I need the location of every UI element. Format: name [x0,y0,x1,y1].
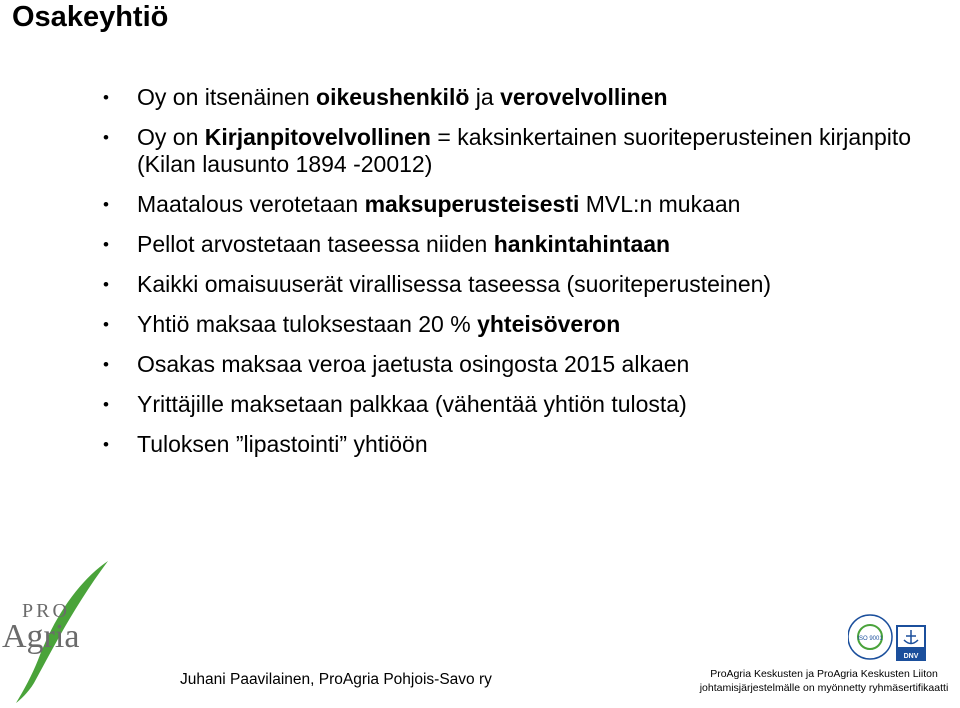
footer-certification-note [693,667,955,695]
seal-standard-text: ISO 9001 [857,636,883,642]
footer-org-line1: ProAgria Keskusten ja ProAgria Keskusten Liiton [710,668,938,680]
certification-badge [848,605,928,667]
bullet-dot: • [103,127,109,147]
bullet-text: MVL:n mukaan [579,191,741,218]
slide-title: Osakeyhtiö [12,1,169,33]
bullet-item [100,231,940,259]
bullet-list [100,84,940,471]
bullet-text: ja [469,84,501,110]
bullet-emphasis: maksuperusteisesti [364,191,580,218]
footer-org-line2: johtamisjärjestelmälle on myönnetty ryhmäsertifikaatti [699,682,949,694]
bullet-item [100,191,940,219]
bullet-item [100,391,940,419]
bullet-text: Oy on itsenäinen [137,84,317,110]
bullet-dot: • [103,88,109,107]
bullet-item [100,271,940,299]
bullet-emphasis: oikeushenkilö [316,84,470,110]
bullet-item [100,351,940,379]
bullet-text: Oy on [137,123,205,150]
bullet-emphasis: hankintahintaan [493,231,671,258]
proagria-logo [0,555,120,705]
logo-agria-text: Agria [2,618,80,655]
bullet-text: Pellot arvostetaan taseessa niiden [137,231,494,258]
bullet-dot: • [103,195,109,215]
logo-pro-text: PRO [22,600,70,622]
bullet-dot: • [103,314,109,334]
dnv-label: DNV [903,653,919,660]
bullet-dot: • [103,235,109,255]
bullet-dot: • [103,394,109,414]
bullet-text: Osakas maksaa veroa jaetusta osingosta 2015 alkaen [137,350,690,377]
bullet-dot: • [103,275,109,295]
bullet-text: = kaksinkertainen suoriteperusteinen kirjanpito (Kilan lausunto 1894 -20012) [137,123,912,178]
bullet-text: Yrittäjille maksetaan palkkaa (vähentää yhtiön tulosta) [137,390,687,417]
footer-author: Juhani Paavilainen, ProAgria Pohjois-Savo ry [180,671,492,688]
bullet-text: Maatalous verotetaan [137,191,365,218]
bullet-emphasis: Kirjanpitovelvollinen [204,123,431,150]
bullet-text: Yhtiö maksaa tuloksestaan 20 % [137,310,478,337]
bullet-text: Tuloksen ”lipastointi” yhtiöön [137,430,428,457]
bullet-emphasis: verovelvollinen [500,84,668,110]
bullet-item [100,84,940,112]
bullet-item [100,431,940,459]
bullet-item [100,311,940,339]
bullet-emphasis: yhteisöveron [477,310,621,337]
bullet-dot: • [103,354,109,374]
bullet-text: Kaikki omaisuuserät virallisessa taseessa (suoriteperusteinen) [137,271,772,298]
bullet-dot: • [103,434,109,454]
bullet-item [100,124,940,179]
